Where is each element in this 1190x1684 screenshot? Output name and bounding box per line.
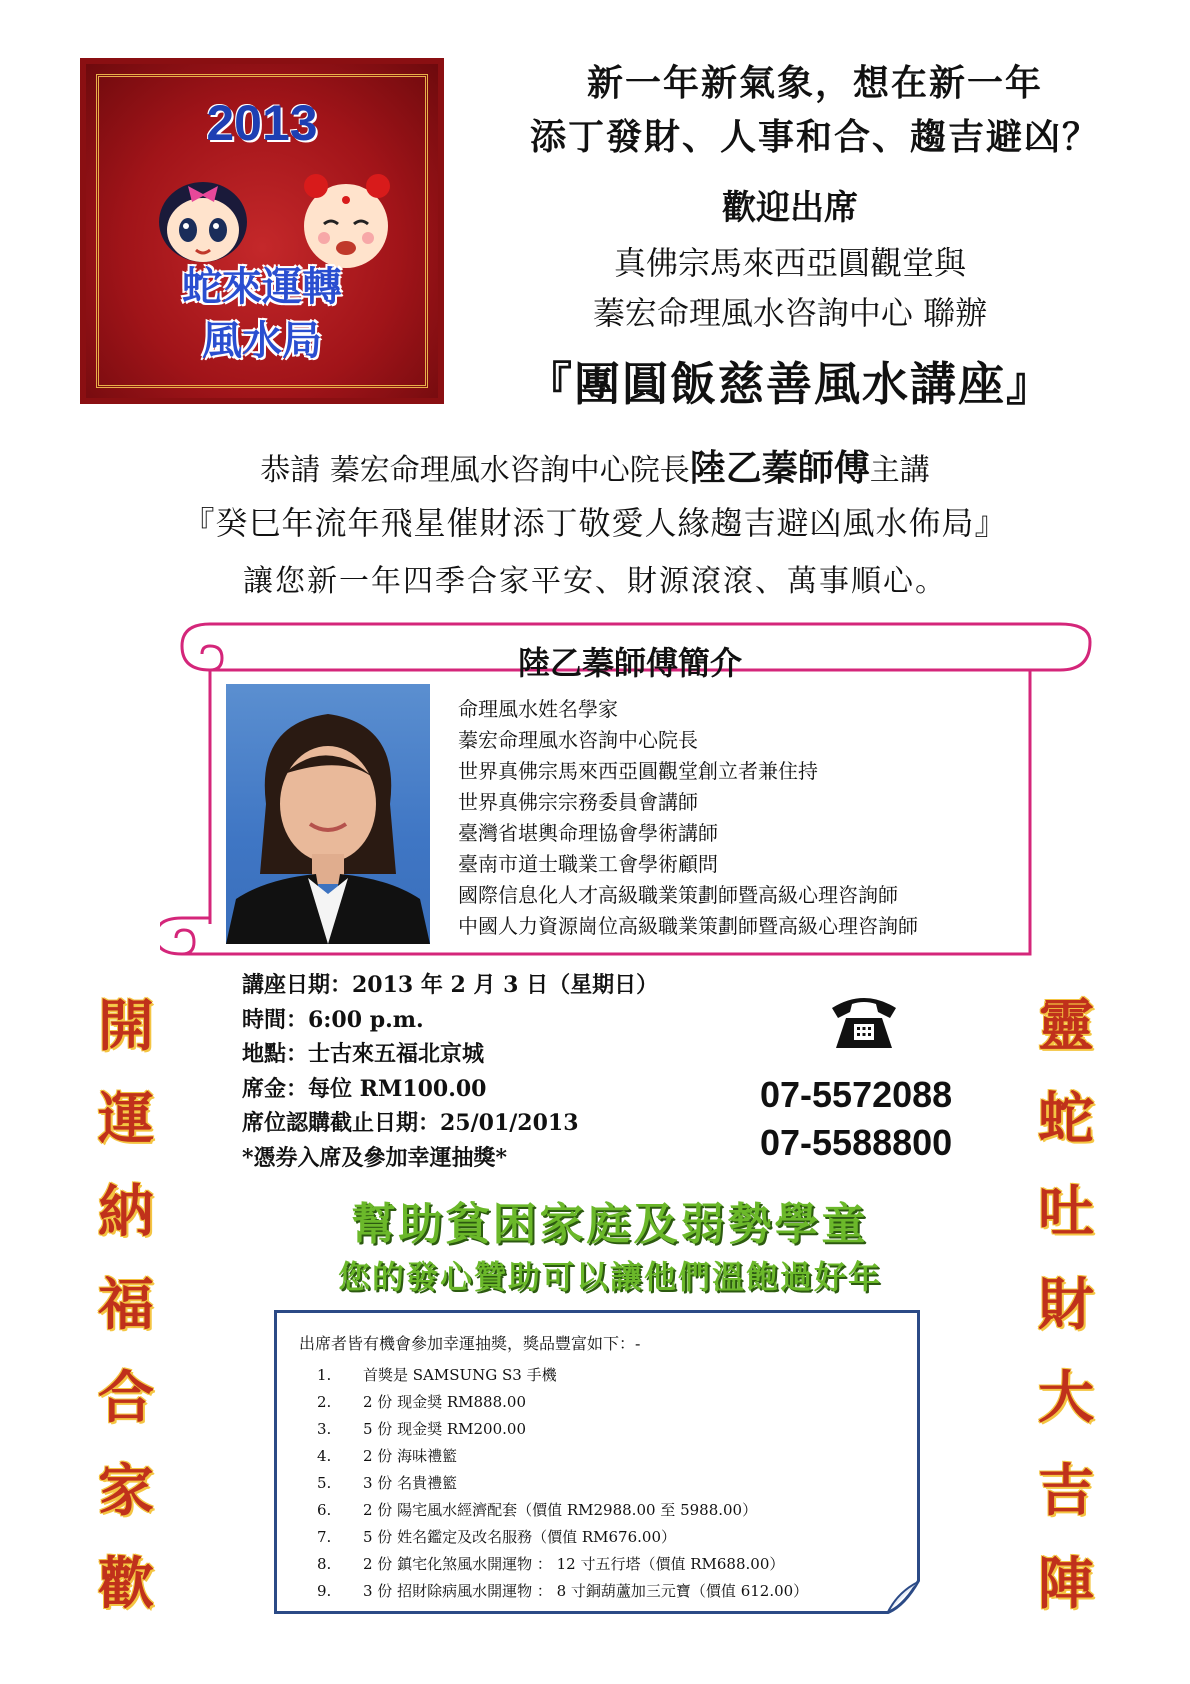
credential-item: 世界真佛宗宗務委員會講師: [458, 790, 698, 814]
page-curl-icon: [884, 1578, 920, 1614]
prize-text: 2 份 现金奨 RM888.00: [363, 1393, 526, 1411]
prize-text: 3 份 名貴禮籃: [363, 1474, 458, 1492]
promo-image: [80, 58, 444, 404]
welcome-text: 歡迎出席: [722, 188, 858, 228]
prize-number: 4.: [317, 1447, 332, 1465]
lecture-subtitle: 『癸巳年流年飛星催財添丁敬愛人緣趨吉避凶風水佈局』: [182, 504, 1008, 542]
prize-number: 5.: [317, 1474, 332, 1492]
prize-item: [299, 1578, 895, 1605]
promo-title-line2: 風水局: [202, 317, 322, 364]
couplet-char: 靈: [1038, 993, 1094, 1059]
invite-prefix: 恭請 蓁宏命理風水咨詢中心院長: [260, 453, 690, 488]
prize-item: [299, 1470, 895, 1497]
prize-number: 9.: [317, 1582, 332, 1600]
couplet-char: 家: [98, 1458, 154, 1524]
prize-item: [299, 1551, 895, 1578]
couplet-char: 大: [1038, 1365, 1094, 1431]
prize-number: 2.: [317, 1393, 332, 1411]
credential-item: 臺灣省堪輿命理協會學術講師: [458, 821, 718, 845]
promo-year: 2013: [206, 95, 318, 151]
prize-text: 5 份 现金奨 RM200.00: [363, 1420, 526, 1438]
profile-heading: 陸乙蓁師傅簡介: [517, 644, 742, 682]
speaker-name: 陸乙蓁師傅: [689, 447, 870, 489]
credentials-list: [458, 694, 1028, 942]
phone-number-1[interactable]: 07-5572088: [760, 1074, 953, 1115]
charity-line2: 您的發心贊助可以讓他們溫飽過好年: [337, 1259, 882, 1295]
invite-line: [90, 440, 1100, 491]
couplet-char: 開: [98, 993, 154, 1059]
couplet-char: 運: [98, 1086, 154, 1152]
couplet-char: 合: [98, 1365, 154, 1431]
couplet-char: 納: [98, 1179, 154, 1245]
event-title: 『團圓飯慈善風水講座』: [526, 357, 1054, 411]
prize-text: 3 份 招財除病風水開運物 ： 8 寸銅葫蘆加三元寶（價值 612.00）: [363, 1582, 809, 1600]
event-fee: 席金：每位 RM100.00: [242, 1075, 487, 1102]
prize-number: 1.: [317, 1366, 332, 1384]
event-date: 講座日期：2013 年 2 月 3 日（星期日）: [242, 972, 659, 998]
wish-line: 讓您新一年四季合家平安、財源滾滾、萬事順心。: [243, 564, 947, 599]
prize-number: 6.: [317, 1501, 332, 1519]
couplet-char: 福: [98, 1272, 154, 1338]
phone-number-2[interactable]: 07-5588800: [760, 1122, 953, 1163]
couplet-char: 財: [1038, 1272, 1094, 1338]
credential-item: 蓁宏命理風水咨詢中心院長: [458, 728, 698, 752]
prize-text: 首獎是 SAMSUNG S3 手機: [363, 1366, 557, 1384]
credential-item: 命理風水姓名學家: [458, 697, 618, 721]
organizer-line2: 蓁宏命理風水咨詢中心 聯辦: [592, 294, 988, 332]
speaker-photo: [226, 684, 430, 944]
couplet-char: 陣: [1038, 1551, 1094, 1617]
prize-item: [299, 1389, 895, 1416]
couplet-char: 吐: [1038, 1179, 1094, 1245]
prize-item: [299, 1524, 895, 1551]
invite-suffix: 主講: [869, 453, 930, 488]
couplet-left: [86, 980, 166, 1631]
credential-item: 世界真佛宗馬來西亞圓觀堂創立者兼住持: [458, 759, 818, 783]
prize-item: [299, 1416, 895, 1443]
portrait-icon: [226, 684, 430, 944]
prize-item: [299, 1443, 895, 1470]
prize-number: 7.: [317, 1528, 332, 1546]
charity-line1: 幫助貧困家庭及弱勢學童: [351, 1200, 869, 1249]
credential-item: 臺南市道士職業工會學術顧問: [458, 852, 718, 876]
prize-number: 3.: [317, 1420, 332, 1438]
couplet-right: [1026, 980, 1106, 1631]
couplet-char: 蛇: [1038, 1086, 1094, 1152]
prize-text: 2 份 陽宅風水經濟配套（價值 RM2988.00 至 5988.00）: [363, 1501, 758, 1519]
event-note: *憑券入席及參加幸運抽獎*: [242, 1144, 508, 1171]
headline: [470, 56, 1160, 164]
prize-text: 5 份 姓名鑑定及改名服務（價值 RM676.00）: [363, 1528, 676, 1546]
prize-text: 2 份 鎮宅化煞風水開運物 ： 12 寸五行塔（價值 RM688.00）: [363, 1555, 785, 1573]
event-time: 時間：6:00 p.m.: [242, 1006, 424, 1033]
headline-line2: 添丁發財、人事和合、趨吉避凶？: [529, 116, 1100, 157]
event-venue: 地點：士古來五福北京城: [242, 1041, 485, 1067]
telephone-icon: [826, 990, 902, 1052]
prize-item: [299, 1362, 895, 1389]
prize-item: [299, 1497, 895, 1524]
couplet-char: 吉: [1038, 1458, 1094, 1524]
prize-text: 2 份 海味禮籃: [363, 1447, 458, 1465]
prize-number: 8.: [317, 1555, 332, 1573]
event-deadline: 席位認購截止日期：25/01/2013: [242, 1110, 579, 1136]
credential-item: 國際信息化人才高級職業策劃師暨高級心理咨詢師: [458, 883, 898, 907]
credential-item: 中國人力資源崗位高級職業策劃師暨高級心理咨詢師: [458, 914, 918, 938]
prize-box: [274, 1310, 920, 1614]
promo-title: [86, 260, 438, 368]
headline-line1: 新一年新氣象，想在新一年: [586, 62, 1043, 103]
prize-intro: 出席者皆有機會參加幸運抽獎，獎品豐富如下：-: [299, 1334, 641, 1353]
promo-title-line1: 蛇來運轉: [182, 263, 342, 310]
couplet-char: 歡: [98, 1551, 154, 1617]
organizer-line1: 真佛宗馬來西亞圓觀堂與: [613, 244, 966, 282]
event-info: [242, 968, 762, 1175]
